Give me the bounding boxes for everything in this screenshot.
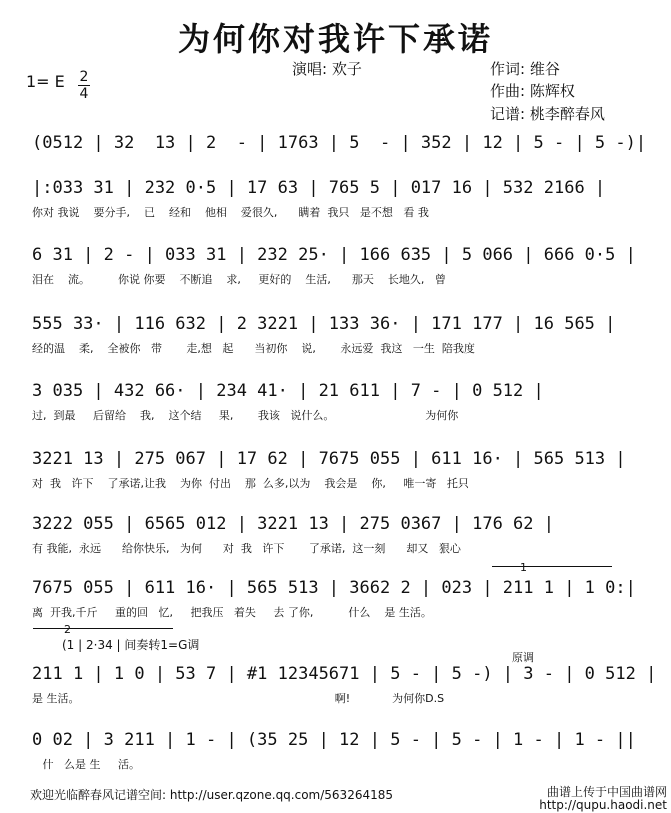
score-notes: 3221 13 | 275 067 | 17 62 | 7675 055 | 611 16· | 565 513 | [32,449,626,469]
score-lyrics: 你对 我说 要分手, 已 经和 他相 爱很久, 瞒着 我只 是不想 看 我 [32,206,429,219]
volta-1-label: 1 [520,561,527,574]
score-lyrics: 什 么是 生 活。 [32,758,140,771]
score-lyrics: 是 生活。 啊! 为何你D.S [32,692,445,705]
score-notes: 0 02 | 3 211 | 1 - | (35 25 | 12 | 5 - | 5 - | 1 - | 1 - || [32,730,636,750]
volta-1-bracket [492,566,612,567]
transcriber-credit: 记谱: 桃李醉春风 [490,105,605,123]
time-top: 2 [79,69,89,85]
score-notes: |:033 31 | 232 0·5 | 17 63 | 765 5 | 017 16 | 532 2166 | [32,178,606,198]
volta-2-bracket [33,628,173,629]
score-lyrics: 经的温 柔, 全被你 带 走,想 起 当初你 说, 永远爱 我这 一生 陪我度 [32,342,475,355]
interlude-note: (1 | 2·34 | 间奏转1=G调 [62,638,200,652]
site-credit-line1: 曲谱上传于中国曲谱网 [546,785,667,799]
footer-link[interactable]: 欢迎光临醉春风记谱空间: http://user.qzone.qq.com/563264185 [30,788,394,802]
score-lyrics: 离 开我,千斤 重的回 忆, 把我压 着失 去 了你, 什么 是 生活。 [32,606,432,619]
volta-2-label: 2 [64,623,71,636]
singer-credit: 演唱: 欢子 [292,60,362,78]
time-signature [78,70,90,101]
song-title: 为何你对我许下承诺 [177,20,493,58]
score-notes: 555 33· | 116 632 | 2 3221 | 133 36· | 171 177 | 16 565 | [32,314,616,334]
score-lyrics: 过, 到最 后留给 我, 这个结 果, 我该 说什么。 为何你 [32,409,459,422]
time-bottom: 4 [79,86,89,102]
site-credit-line2[interactable]: http://qupu.haodi.net [539,798,667,812]
score-notes: 3222 055 | 6565 012 | 3221 13 | 275 0367 | 176 62 | [32,514,554,534]
score-lyrics: 对 我 许下 了承诺,让我 为你 付出 那 么多,以为 我会是 你, 唯一寄 托只 [32,477,469,490]
lyricist-credit: 作词: 维谷 [490,60,560,78]
score-notes: (0512 | 32 13 | 2 - | 1763 | 5 - | 352 | 12 | 5 - | 5 -)| [32,133,647,153]
original-key-label: 原调 [512,651,534,664]
score-notes: 7675 055 | 611 16· | 565 513 | 3662 2 | 023 | 211 1 | 1 0:| [32,578,636,598]
key-signature: 1= E [26,72,65,91]
score-notes: 6 31 | 2 - | 033 31 | 232 25· | 166 635 | 5 066 | 666 0·5 | [32,245,636,265]
score-lyrics: 有 我能, 永远 给你快乐, 为何 对 我 许下 了承诺, 这一刻 却又 狠心 [32,542,461,555]
score-lyrics: 泪在 流。 你说 你要 不断追 求, 更好的 生活, 那天 长地久, 曾 [32,273,446,286]
score-notes: 211 1 | 1 0 | 53 7 | #1 12345671 | 5 - | 5 -) | 3 - | 0 512 | [32,664,657,684]
score-notes: 3 035 | 432 66· | 234 41· | 21 611 | 7 - | 0 512 | [32,381,544,401]
composer-credit: 作曲: 陈辉权 [490,82,575,100]
site-credit [539,786,667,812]
